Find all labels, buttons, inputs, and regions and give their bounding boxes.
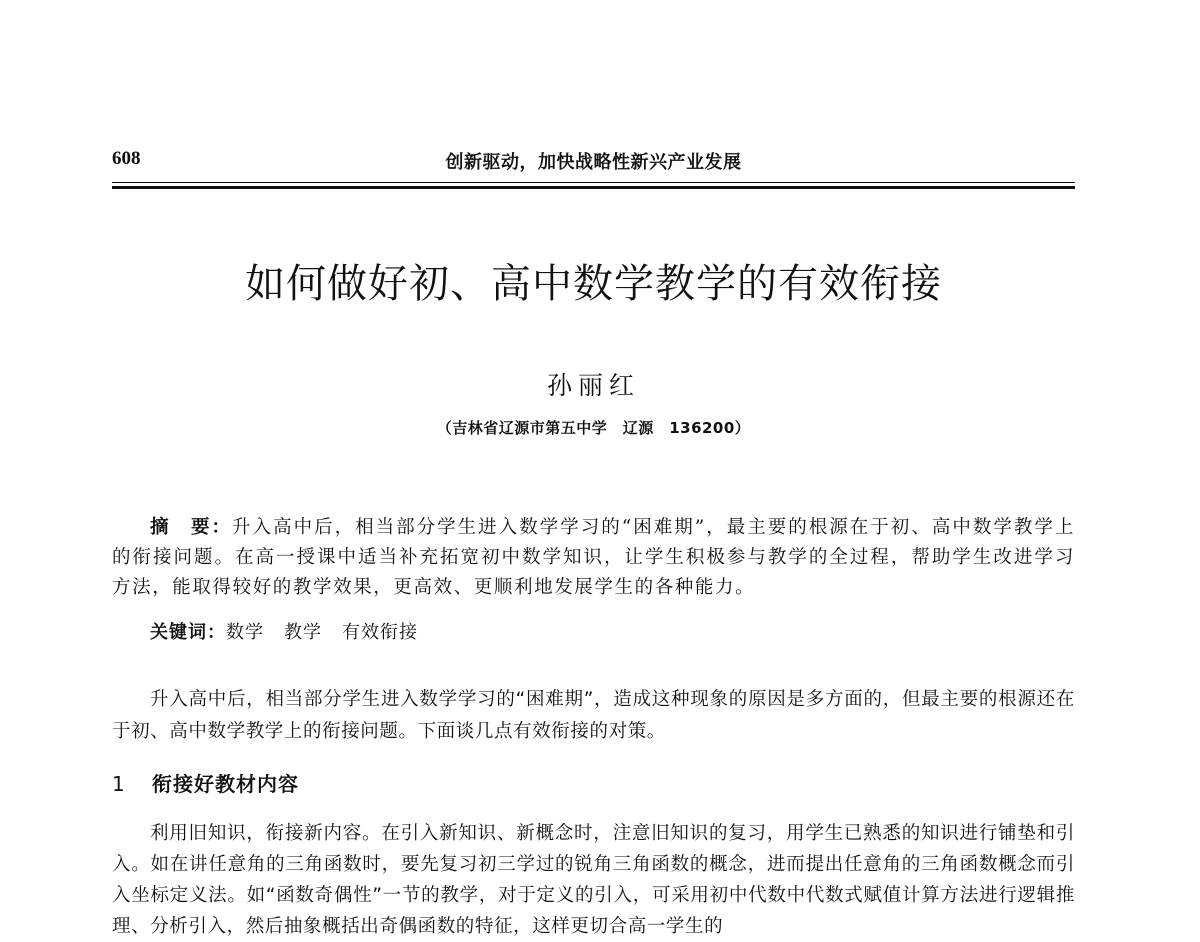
keyword: 有效衔接 bbox=[342, 622, 418, 643]
article-title: 如何做好初、高中数学教学的有效衔接 bbox=[245, 261, 942, 307]
header-rule-thick bbox=[112, 186, 1075, 189]
body-paragraph: 利用旧知识，衔接新内容。在引入新知识、新概念时，注意旧知识的复习，用学生已熟悉的知识进行铺垫和引入。如在讲任意角的三角函数时，要先复习初三学过的锐角三角函数的概念，进而提出任意角的三角函数概念而引入坐标定义法。如“函数奇偶性”一节的教学，对于定义的引入，可采用初中代数中代数式赋值计算方法进行逻辑推理、分析引入，然后抽象概括出奇偶函数的特征，这样更切合高一学生的 bbox=[112, 823, 1075, 937]
intro-paragraph: 升入高中后，相当部分学生进入数学学习的“困难期”，造成这种现象的原因是多方面的，但最主要的根源还在于初、高中数学教学上的衔接问题。下面谈几点有效衔接的对策。 bbox=[112, 689, 1075, 742]
running-title: 创新驱动，加快战略性新兴产业发展 bbox=[445, 152, 742, 173]
keyword: 数学 bbox=[226, 622, 264, 643]
author-name: 孙丽红 bbox=[546, 371, 640, 400]
keywords-label: 关键词： bbox=[150, 622, 226, 643]
header-rule-thin bbox=[112, 182, 1075, 183]
section-title: 衔接好教材内容 bbox=[152, 772, 299, 796]
abstract-label: 摘 要： bbox=[150, 517, 233, 538]
running-header bbox=[112, 148, 1075, 180]
section-number: 1 bbox=[112, 772, 125, 796]
keyword: 教学 bbox=[284, 622, 322, 643]
author-affiliation: （吉林省辽源市第五中学 辽源 136200） bbox=[436, 419, 751, 437]
keywords bbox=[150, 618, 438, 644]
section-heading bbox=[112, 768, 299, 797]
abstract-text: 升入高中后，相当部分学生进入数学学习的“困难期”，最主要的根源在于初、高中数学教学上的衔接问题。在高一授课中适当补充拓宽初中数学知识，让学生积极参与教学的全过程，帮助学生改进学习方法，能取得较好的教学效果，更高效、更顺利地发展学生的各种能力。 bbox=[112, 517, 1075, 598]
page-number: 608 bbox=[112, 148, 141, 169]
abstract bbox=[112, 513, 1075, 603]
